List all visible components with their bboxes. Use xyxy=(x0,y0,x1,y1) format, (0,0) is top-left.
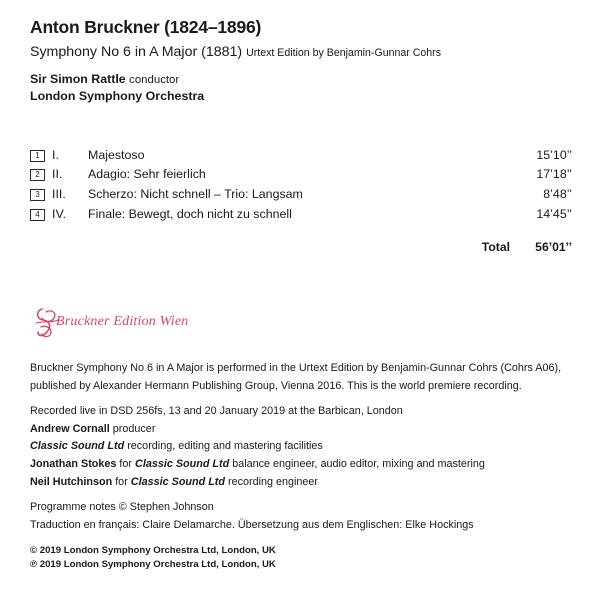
track-title: Finale: Bewegt, doch nicht zu schnell xyxy=(88,207,292,222)
header-block xyxy=(30,18,572,105)
track-number-cell xyxy=(30,147,52,167)
conductor-line xyxy=(30,72,572,88)
producer-role: producer xyxy=(112,422,156,435)
track-number-badge: 1 xyxy=(30,150,45,162)
track-roman: I. xyxy=(52,147,59,162)
spacer-cell xyxy=(30,226,52,259)
track-list-body xyxy=(30,147,572,259)
spacer-cell xyxy=(52,226,88,259)
total-label: Total xyxy=(481,240,510,255)
track-roman: II. xyxy=(52,167,63,182)
edition-note: Urtext Edition by Benjamin-Gunnar Cohrs xyxy=(246,47,441,60)
track-list xyxy=(30,147,572,259)
total-duration: 56’01’’ xyxy=(535,240,572,255)
engineer1-role: balance engineer, audio editor, mixing and mastering xyxy=(232,458,485,471)
table-row xyxy=(30,147,572,167)
credit-translation: Traduction en français: Claire Delamarche. Übersetzung aus dem Englischen: Elke Hockings xyxy=(30,519,474,532)
track-number-badge: 3 xyxy=(30,189,45,201)
classic-sound-role: recording, editing and mastering facilities xyxy=(127,440,323,453)
track-number-badge: 4 xyxy=(30,209,45,221)
credits-block xyxy=(30,361,570,573)
track-roman: IV. xyxy=(52,207,67,222)
track-number-cell xyxy=(30,166,52,186)
table-row xyxy=(30,206,572,226)
bruckner-edition-logo xyxy=(30,303,572,345)
track-duration: 15’10’’ xyxy=(536,147,572,162)
credit-engineer-1 xyxy=(30,457,570,472)
engineer2-mid: for xyxy=(115,476,128,489)
copyright-c-line: © 2019 London Symphony Orchestra Ltd, London, UK xyxy=(30,544,276,556)
credit-engineer-2 xyxy=(30,475,570,490)
copyright-p-line: ℗ 2019 London Symphony Orchestra Ltd, London, UK xyxy=(30,559,276,571)
track-number-badge: 2 xyxy=(30,169,45,181)
credit-programme-notes: Programme notes © Stephen Johnson xyxy=(30,501,214,514)
copyright-block xyxy=(30,544,570,573)
track-number-cell xyxy=(30,206,52,226)
engineer2-company: Classic Sound Ltd xyxy=(130,476,225,489)
work-title: Symphony No 6 in A Major (1881) xyxy=(30,44,243,61)
engineer2-name: Neil Hutchinson xyxy=(30,476,113,489)
track-title: Majestoso xyxy=(88,147,145,162)
track-title: Scherzo: Nicht schnell – Trio: Langsam xyxy=(88,187,303,202)
credit-line-edition-2: published by Alexander Hermann Publishing Group, Vienna 2016. This is the world premiere recording. xyxy=(30,379,522,392)
table-row xyxy=(30,186,572,206)
track-duration: 8’48’’ xyxy=(543,187,572,202)
logo-wordmark: Bruckner Edition Wien xyxy=(56,313,189,329)
track-number-cell xyxy=(30,186,52,206)
credit-line-edition-1: Bruckner Symphony No 6 in A Major is performed in the Urtext Edition by Benjamin-Gunnar Cohrs (Cohrs A06), xyxy=(30,361,562,374)
work-line xyxy=(30,44,572,60)
engineer1-company: Classic Sound Ltd xyxy=(135,458,230,471)
track-title: Adagio: Sehr feierlich xyxy=(88,167,206,182)
classic-sound-name: Classic Sound Ltd xyxy=(30,440,125,453)
composer-name: Anton Bruckner (1824–1896) xyxy=(30,17,262,37)
table-row xyxy=(30,166,572,186)
credit-classic-sound xyxy=(30,439,570,454)
track-roman: III. xyxy=(52,187,66,202)
producer-name: Andrew Cornall xyxy=(30,422,110,435)
track-duration: 14’45’’ xyxy=(536,207,572,222)
credit-producer xyxy=(30,422,570,437)
engineer2-role: recording engineer xyxy=(227,476,319,489)
track-duration: 17’18’’ xyxy=(536,167,572,182)
conductor-name: Sir Simon Rattle xyxy=(30,71,126,86)
credit-recorded: Recorded live in DSD 256fs, 13 and 20 January 2019 at the Barbican, London xyxy=(30,404,403,417)
ensemble-name: London Symphony Orchestra xyxy=(30,89,205,104)
engineer1-mid: for xyxy=(119,458,133,471)
conductor-role: conductor xyxy=(129,73,180,86)
total-row xyxy=(30,226,572,259)
engineer1-name: Jonathan Stokes xyxy=(30,458,117,471)
